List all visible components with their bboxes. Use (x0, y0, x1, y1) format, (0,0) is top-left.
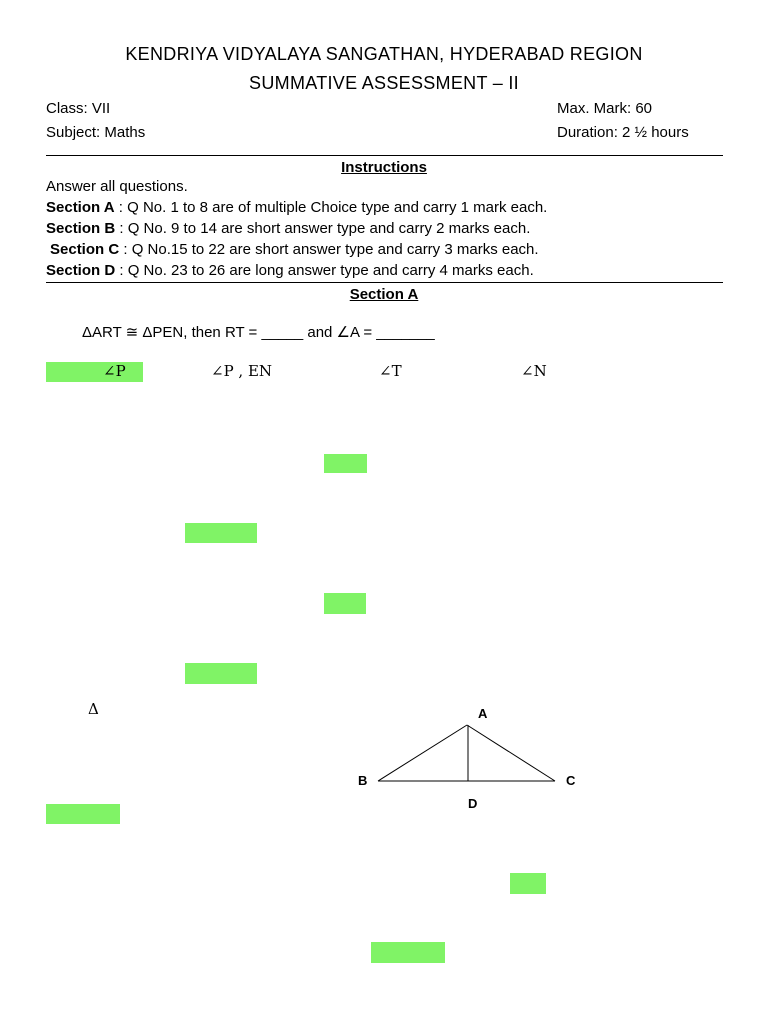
option-d: ∠N (521, 362, 547, 380)
option-a: ∠P (103, 362, 126, 380)
option-c: ∠T (379, 362, 402, 380)
section-c-name: Section C (50, 241, 120, 258)
instructions-heading: Instructions (341, 159, 427, 176)
answer-highlight (185, 523, 257, 543)
duration-label: Duration: 2 ½ hours (557, 124, 689, 141)
header-title: KENDRIYA VIDYALAYA SANGATHAN, HYDERABAD REGION (125, 44, 643, 64)
section-a-name: Section A (46, 199, 115, 216)
answer-highlight (46, 362, 143, 382)
section-d-name: Section D (46, 262, 116, 279)
instruction-section-d (46, 262, 534, 279)
instruction-section-a (46, 199, 547, 216)
section-b-name: Section B (46, 220, 116, 237)
answer-highlight (185, 663, 257, 684)
section-a-heading: Section A (349, 286, 419, 303)
instruction-section-b (46, 220, 530, 237)
question-1-text: ΔART ≅ ΔPEN, then RT = _____ and ∠A = _______ (82, 324, 435, 341)
label-d: D (468, 796, 478, 811)
label-a: A (478, 706, 488, 721)
triangle-diagram (370, 718, 570, 788)
class-label: Class: VII (46, 100, 111, 117)
subject-label: Subject: Maths (46, 124, 146, 141)
instructions-general: Answer all questions. (46, 178, 188, 195)
instruction-section-c (50, 241, 539, 258)
section-d-text: : Q No. 23 to 26 are long answer type and carry 4 marks each. (115, 262, 534, 279)
delta-symbol: Δ (88, 700, 99, 718)
answer-highlight (371, 942, 445, 963)
answer-highlight (324, 454, 367, 473)
side-ab (378, 725, 467, 781)
header-subtitle: SUMMATIVE ASSESSMENT – II (249, 73, 519, 93)
answer-highlight (510, 873, 546, 894)
max-mark-label: Max. Mark: 60 (557, 100, 653, 117)
section-a-text: : Q No. 1 to 8 are of multiple Choice type and carry 1 mark each. (114, 199, 548, 216)
label-c: C (566, 773, 576, 788)
answer-highlight (46, 804, 120, 824)
label-b: B (358, 773, 368, 788)
option-b: ∠P , EN (211, 362, 273, 380)
divider-top (46, 155, 723, 156)
section-b-text: : Q No. 9 to 14 are short answer type and carry 2 marks each. (115, 220, 531, 237)
section-c-text: : Q No.15 to 22 are short answer type and carry 3 marks each. (119, 241, 539, 258)
side-ac (467, 725, 555, 781)
divider-bottom (46, 282, 723, 283)
answer-highlight (324, 593, 366, 614)
